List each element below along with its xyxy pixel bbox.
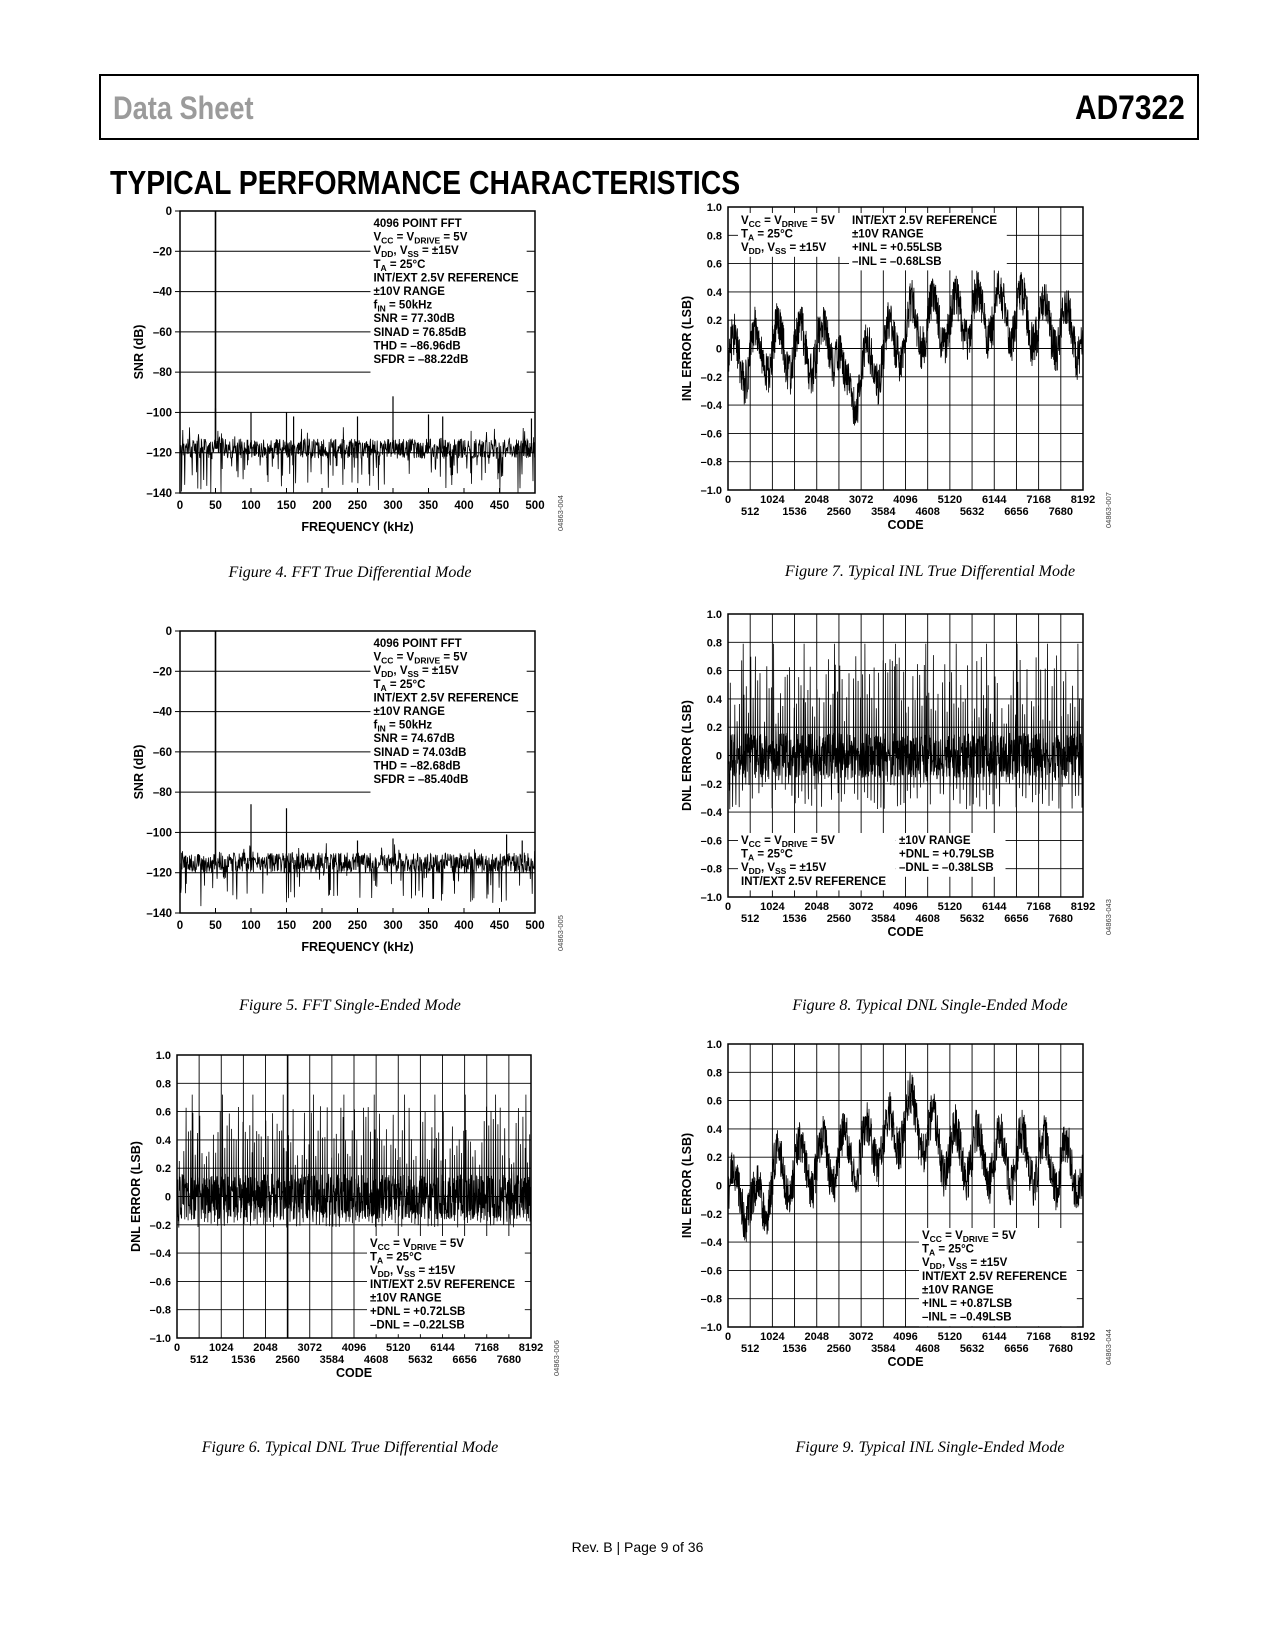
x-tick-label: 300 xyxy=(383,920,403,932)
annotation-line: SFDR = –88.22dB xyxy=(373,354,469,366)
y-tick-label: 0.4 xyxy=(155,1134,171,1147)
y-tick-label: –0.6 xyxy=(700,1265,722,1278)
x-tick-label: 0 xyxy=(724,901,732,913)
y-tick-label: –80 xyxy=(152,367,172,380)
x-tick-label: 350 xyxy=(418,500,439,512)
annotation-line: ±10V RANGE xyxy=(370,1292,442,1305)
figure-9-caption: Figure 9. Typical INL Single-Ended Mode xyxy=(795,1439,1065,1456)
y-tick-label: 0 xyxy=(715,1180,722,1193)
y-tick-label: –0.6 xyxy=(149,1276,171,1289)
annotation-line: $V_{CC} = V_{DRIVE} = 5V$ xyxy=(373,231,468,246)
x-tick-label: 4096 xyxy=(893,494,918,506)
annotation-line: ±10V RANGE xyxy=(852,228,924,241)
x-tick-label: 3584 xyxy=(871,1343,896,1355)
x-axis-label: FREQUENCY (kHz) xyxy=(301,940,414,954)
annotation-line: $V_{DD}$, $V_{SS} = \pm 15V$ xyxy=(373,245,459,260)
y-tick-label: –140 xyxy=(146,908,172,920)
annotation-line: 4096 POINT FFT xyxy=(373,218,462,230)
y-tick-label: 0.6 xyxy=(155,1106,171,1119)
figure-4-caption: Figure 4. FFT True Differential Mode xyxy=(228,564,472,581)
x-tick-label: 6144 xyxy=(430,1342,455,1354)
x-tick-label: 500 xyxy=(525,920,545,932)
x-tick-label: 3584 xyxy=(871,506,896,518)
y-tick-label: –140 xyxy=(146,488,172,500)
annotation-line: $T_A = 25^\circ C$ xyxy=(373,258,426,273)
x-tick-label: 6656 xyxy=(1004,506,1029,518)
figure-7-caption: Figure 7. Typical INL True Differential Mode xyxy=(784,563,1076,580)
annotation-line: SINAD = 76.85dB xyxy=(373,326,467,339)
x-axis-label: CODE xyxy=(335,1366,373,1380)
x-tick-label: 6144 xyxy=(982,1331,1007,1343)
x-tick-label: 1536 xyxy=(231,1354,256,1366)
y-tick-label: –120 xyxy=(146,447,172,460)
y-tick-label: –20 xyxy=(152,246,172,259)
y-tick-label: –0.2 xyxy=(149,1219,171,1232)
annotation-line: $V_{CC} = V_{DRIVE} = 5V$ xyxy=(373,651,468,666)
x-tick-label: 8192 xyxy=(1070,494,1096,506)
annotation-line: $V_{DD}$, $V_{SS} = \pm 15V$ xyxy=(373,665,459,680)
x-tick-label: 7168 xyxy=(474,1342,499,1354)
x-tick-label: 3584 xyxy=(871,913,896,925)
x-tick-label: 7168 xyxy=(1026,1331,1051,1343)
y-tick-label: 0.8 xyxy=(706,230,722,243)
figure-9-chart xyxy=(680,1039,1170,1430)
x-tick-label: 4096 xyxy=(341,1342,367,1354)
x-tick-label: 3072 xyxy=(848,901,874,913)
x-tick-label: 3072 xyxy=(848,494,874,506)
annotation-line: $V_{CC} = V_{DRIVE} = 5V$ xyxy=(741,835,835,849)
x-tick-label: 6656 xyxy=(1004,1343,1029,1355)
y-tick-label: –0.8 xyxy=(700,456,722,469)
y-tick-label: –40 xyxy=(152,286,172,299)
x-tick-label: 7680 xyxy=(1048,913,1074,925)
y-axis-label: INL ERROR (LSB) xyxy=(680,295,694,402)
y-tick-label: –0.4 xyxy=(700,400,722,413)
x-tick-label: 6656 xyxy=(452,1354,477,1366)
y-axis-label: INL ERROR (LSB) xyxy=(680,1132,694,1239)
x-tick-label: 1536 xyxy=(782,913,807,925)
x-tick-label: 512 xyxy=(741,506,760,518)
annotation-line: ±10V RANGE xyxy=(922,1284,994,1297)
x-tick-label: 0 xyxy=(724,1331,732,1343)
x-tick-label: 200 xyxy=(312,920,332,932)
x-tick-label: 8192 xyxy=(518,1342,544,1354)
annotation-line: $V_{CC} = V_{DRIVE} = 5V$ xyxy=(370,1238,464,1252)
annotation-line: +DNL = +0.79LSB xyxy=(899,848,995,861)
y-tick-label: –0.2 xyxy=(700,778,722,791)
x-tick-label: 4608 xyxy=(363,1354,389,1366)
x-tick-label: 6656 xyxy=(1004,913,1029,925)
x-tick-label: 2048 xyxy=(804,494,829,506)
x-tick-label: 250 xyxy=(347,500,368,512)
x-tick-label: 1536 xyxy=(782,1343,807,1355)
y-tick-label: –0.6 xyxy=(700,835,722,848)
y-tick-label: –0.8 xyxy=(700,863,722,876)
side-code: 04863-005 xyxy=(556,915,565,951)
x-tick-label: 5120 xyxy=(386,1342,411,1354)
y-tick-label: 0.6 xyxy=(706,665,722,678)
annotation-line: $V_{CC} = V_{DRIVE} = 5V$ xyxy=(741,215,835,229)
figure-7-chart xyxy=(680,202,1170,560)
x-tick-label: 500 xyxy=(525,500,545,512)
y-tick-label: 0.6 xyxy=(706,1095,722,1108)
annotation-line: SFDR = –85.40dB xyxy=(373,774,469,786)
x-tick-label: 400 xyxy=(454,500,474,512)
y-tick-label: 0.4 xyxy=(706,286,722,299)
y-tick-label: –100 xyxy=(146,827,172,840)
x-axis-label: FREQUENCY (kHz) xyxy=(301,520,414,534)
y-tick-label: 0.2 xyxy=(706,315,722,328)
annotation-line: $V_{DD}$, $V_{SS} = \pm 15V$ xyxy=(370,1265,456,1280)
y-tick-label: 0 xyxy=(715,750,722,763)
x-tick-label: 8192 xyxy=(1070,901,1096,913)
y-tick-label: 0 xyxy=(715,343,722,356)
x-tick-label: 1536 xyxy=(782,506,807,518)
figure-8-chart xyxy=(680,609,1170,982)
annotation-line: ±10V RANGE xyxy=(373,706,445,718)
x-tick-label: 4608 xyxy=(915,506,940,518)
y-tick-label: –40 xyxy=(152,706,172,719)
x-tick-label: 6144 xyxy=(982,494,1007,506)
x-tick-label: 1024 xyxy=(209,1342,234,1354)
annotation-line: +INL = +0.87LSB xyxy=(922,1298,1013,1310)
annotation-line: $T_A = 25^\circ C$ xyxy=(741,848,793,863)
annotation-line: –INL = –0.49LSB xyxy=(922,1311,1012,1324)
x-tick-label: 2048 xyxy=(804,1331,829,1343)
x-tick-label: 250 xyxy=(347,920,368,932)
figure-5-caption: Figure 5. FFT Single-Ended Mode xyxy=(239,997,461,1014)
y-tick-label: 1.0 xyxy=(706,202,722,214)
y-tick-label: 1.0 xyxy=(706,609,722,621)
y-tick-label: –0.6 xyxy=(700,428,722,441)
x-tick-label: 0 xyxy=(176,500,184,512)
x-tick-label: 6144 xyxy=(982,901,1007,913)
x-axis-label: CODE xyxy=(887,1355,924,1369)
annotation-line: $T_A = 25^\circ C$ xyxy=(373,678,426,693)
header-doc-type: Data Sheet xyxy=(113,90,254,126)
x-tick-label: 8192 xyxy=(1070,1331,1096,1343)
x-tick-label: 512 xyxy=(741,1343,760,1355)
x-tick-label: 5120 xyxy=(937,494,963,506)
x-tick-label: 512 xyxy=(189,1354,209,1366)
y-tick-label: 0.4 xyxy=(706,1123,722,1136)
annotation-line: INT/EXT 2.5V REFERENCE xyxy=(922,1270,1068,1283)
x-tick-label: 7680 xyxy=(496,1354,522,1366)
figure-4-chart xyxy=(120,205,580,545)
figure-8-caption: Figure 8. Typical DNL Single-Ended Mode xyxy=(792,997,1068,1014)
annotation-line: SINAD = 74.03dB xyxy=(373,746,467,759)
x-tick-label: 2560 xyxy=(275,1354,300,1366)
annotation-line: THD = –86.96dB xyxy=(373,340,461,353)
x-tick-label: 5632 xyxy=(959,1343,985,1355)
y-tick-label: 0.2 xyxy=(706,1152,722,1165)
x-tick-label: 3584 xyxy=(319,1354,345,1366)
x-tick-label: 150 xyxy=(276,920,297,932)
x-tick-label: 300 xyxy=(383,500,403,512)
annotation-line: –INL = –0.68LSB xyxy=(852,255,942,268)
x-tick-label: 5632 xyxy=(959,506,985,518)
x-tick-label: 50 xyxy=(209,920,222,932)
annotation-line: INT/EXT 2.5V REFERENCE xyxy=(370,1278,516,1291)
x-tick-label: 450 xyxy=(489,920,510,932)
x-tick-label: 7168 xyxy=(1026,901,1051,913)
x-tick-label: 5632 xyxy=(959,913,985,925)
annotation-line: –DNL = –0.22LSB xyxy=(370,1319,465,1332)
y-tick-label: –0.4 xyxy=(700,1237,722,1250)
x-tick-label: 0 xyxy=(176,920,184,932)
x-tick-label: 2560 xyxy=(826,913,852,925)
x-axis-label: CODE xyxy=(887,518,924,532)
y-tick-label: –60 xyxy=(152,746,172,759)
x-tick-label: 4096 xyxy=(893,1331,918,1343)
y-tick-label: 0.8 xyxy=(706,1067,722,1080)
y-tick-label: 0.8 xyxy=(155,1078,171,1091)
y-tick-label: 0.4 xyxy=(706,693,722,706)
x-tick-label: 4608 xyxy=(915,913,940,925)
x-tick-label: 7680 xyxy=(1048,506,1074,518)
section-title: TYPICAL PERFORMANCE CHARACTERISTICS xyxy=(110,164,741,201)
y-tick-label: –1.0 xyxy=(700,485,722,497)
y-tick-label: 0 xyxy=(165,626,172,638)
y-tick-label: –1.0 xyxy=(700,1322,722,1334)
x-tick-label: 1024 xyxy=(760,901,785,913)
annotation-line: ±10V RANGE xyxy=(373,286,445,298)
y-tick-label: 0 xyxy=(165,206,172,218)
annotation-line: INT/EXT 2.5V REFERENCE xyxy=(373,272,519,285)
annotation-line: 4096 POINT FFT xyxy=(373,638,462,650)
annotation-line: THD = –82.68dB xyxy=(373,760,461,773)
x-tick-label: 2048 xyxy=(253,1342,278,1354)
annotation-line: +INL = +0.55LSB xyxy=(852,242,943,255)
annotation-line: $V_{DD}$, $V_{SS} = \pm 15V$ xyxy=(741,862,827,877)
page-header xyxy=(99,74,1199,140)
y-axis-label: SNR (dB) xyxy=(132,744,146,800)
figure-6-caption: Figure 6. Typical DNL True Differential Mode xyxy=(201,1439,499,1456)
annotation-line: $V_{CC} = V_{DRIVE} = 5V$ xyxy=(922,1230,1016,1244)
x-tick-label: 5120 xyxy=(937,901,963,913)
y-tick-label: –0.2 xyxy=(700,371,722,384)
side-code: 04863-004 xyxy=(556,495,565,531)
x-tick-label: 3072 xyxy=(848,1331,874,1343)
x-axis-label: CODE xyxy=(887,925,924,939)
x-tick-label: 5632 xyxy=(408,1354,433,1366)
x-tick-label: 4096 xyxy=(893,901,918,913)
y-tick-label: 0.8 xyxy=(706,637,722,650)
y-tick-label: –0.8 xyxy=(149,1304,171,1317)
y-axis-label: SNR (dB) xyxy=(132,324,146,380)
annotation-line: $f_{IN} = 50kHz$ xyxy=(373,299,433,314)
x-tick-label: 7168 xyxy=(1026,494,1051,506)
y-tick-label: –0.2 xyxy=(700,1208,722,1221)
annotation-line: $V_{DD}$, $V_{SS} = \pm 15V$ xyxy=(922,1257,1008,1272)
x-tick-label: 150 xyxy=(276,500,297,512)
y-tick-label: –60 xyxy=(152,326,172,339)
annotation-line: +DNL = +0.72LSB xyxy=(370,1306,466,1318)
y-tick-label: –1.0 xyxy=(700,892,722,904)
y-tick-label: –80 xyxy=(152,787,172,800)
annotation-line: ±10V RANGE xyxy=(899,835,971,847)
side-code: 04863-043 xyxy=(1104,899,1113,935)
x-tick-label: 512 xyxy=(741,913,760,925)
annotation-line: $f_{IN} = 50kHz$ xyxy=(373,719,433,734)
annotation-line: INT/EXT 2.5V REFERENCE xyxy=(373,692,519,705)
y-tick-label: –120 xyxy=(146,867,172,880)
y-axis-label: DNL ERROR (LSB) xyxy=(129,1141,143,1252)
annotation-line: INT/EXT 2.5V REFERENCE xyxy=(852,215,998,227)
y-tick-label: 0.6 xyxy=(706,258,722,271)
y-tick-label: –0.8 xyxy=(700,1293,722,1306)
annotation-line: SNR = 74.67dB xyxy=(373,733,455,746)
figure-6-chart xyxy=(120,1050,580,1438)
x-tick-label: 400 xyxy=(454,920,474,932)
y-tick-label: –100 xyxy=(146,407,172,420)
x-tick-label: 0 xyxy=(724,494,732,506)
x-tick-label: 200 xyxy=(312,500,332,512)
annotation-line: $T_A = 25^\circ C$ xyxy=(370,1251,422,1266)
annotation-line: INT/EXT 2.5V REFERENCE xyxy=(741,875,887,888)
y-tick-label: 1.0 xyxy=(706,1039,722,1051)
y-tick-label: 0 xyxy=(164,1191,171,1204)
y-tick-label: –0.4 xyxy=(700,807,722,820)
x-tick-label: 1024 xyxy=(760,1331,785,1343)
side-code: 04863-044 xyxy=(1104,1329,1113,1365)
figure-5-chart xyxy=(120,626,580,978)
x-tick-label: 4608 xyxy=(915,1343,940,1355)
side-code: 04863-006 xyxy=(552,1340,561,1376)
y-tick-label: 0.2 xyxy=(706,722,722,735)
x-tick-label: 3072 xyxy=(297,1342,322,1354)
y-tick-label: 1.0 xyxy=(155,1050,171,1062)
x-tick-label: 5120 xyxy=(937,1331,963,1343)
page-footer: Rev. B | Page 9 of 36 xyxy=(571,1539,704,1555)
annotation-line: $T_A = 25^\circ C$ xyxy=(922,1243,974,1258)
y-tick-label: –1.0 xyxy=(149,1333,171,1345)
x-tick-label: 2560 xyxy=(826,506,852,518)
annotation-line: $T_A = 25^\circ C$ xyxy=(741,228,793,243)
y-tick-label: –20 xyxy=(152,666,172,679)
x-tick-label: 50 xyxy=(209,500,222,512)
x-tick-label: 1024 xyxy=(760,494,785,506)
header-part-number: AD7322 xyxy=(1075,89,1185,127)
x-tick-label: 100 xyxy=(241,920,261,932)
side-code: 04863-007 xyxy=(1104,492,1113,528)
y-tick-label: –0.4 xyxy=(149,1248,171,1261)
y-tick-label: 0.2 xyxy=(155,1163,171,1176)
x-tick-label: 2560 xyxy=(826,1343,852,1355)
x-tick-label: 100 xyxy=(241,500,261,512)
x-tick-label: 7680 xyxy=(1048,1343,1074,1355)
annotation-line: SNR = 77.30dB xyxy=(373,313,455,326)
y-axis-label: DNL ERROR (LSB) xyxy=(680,700,694,811)
annotation-line: –DNL = –0.38LSB xyxy=(899,862,994,875)
annotation-line: $V_{DD}$, $V_{SS} = \pm 15V$ xyxy=(741,242,827,257)
x-tick-label: 2048 xyxy=(804,901,829,913)
x-tick-label: 350 xyxy=(418,920,439,932)
x-tick-label: 450 xyxy=(489,500,510,512)
x-tick-label: 0 xyxy=(173,1342,181,1354)
